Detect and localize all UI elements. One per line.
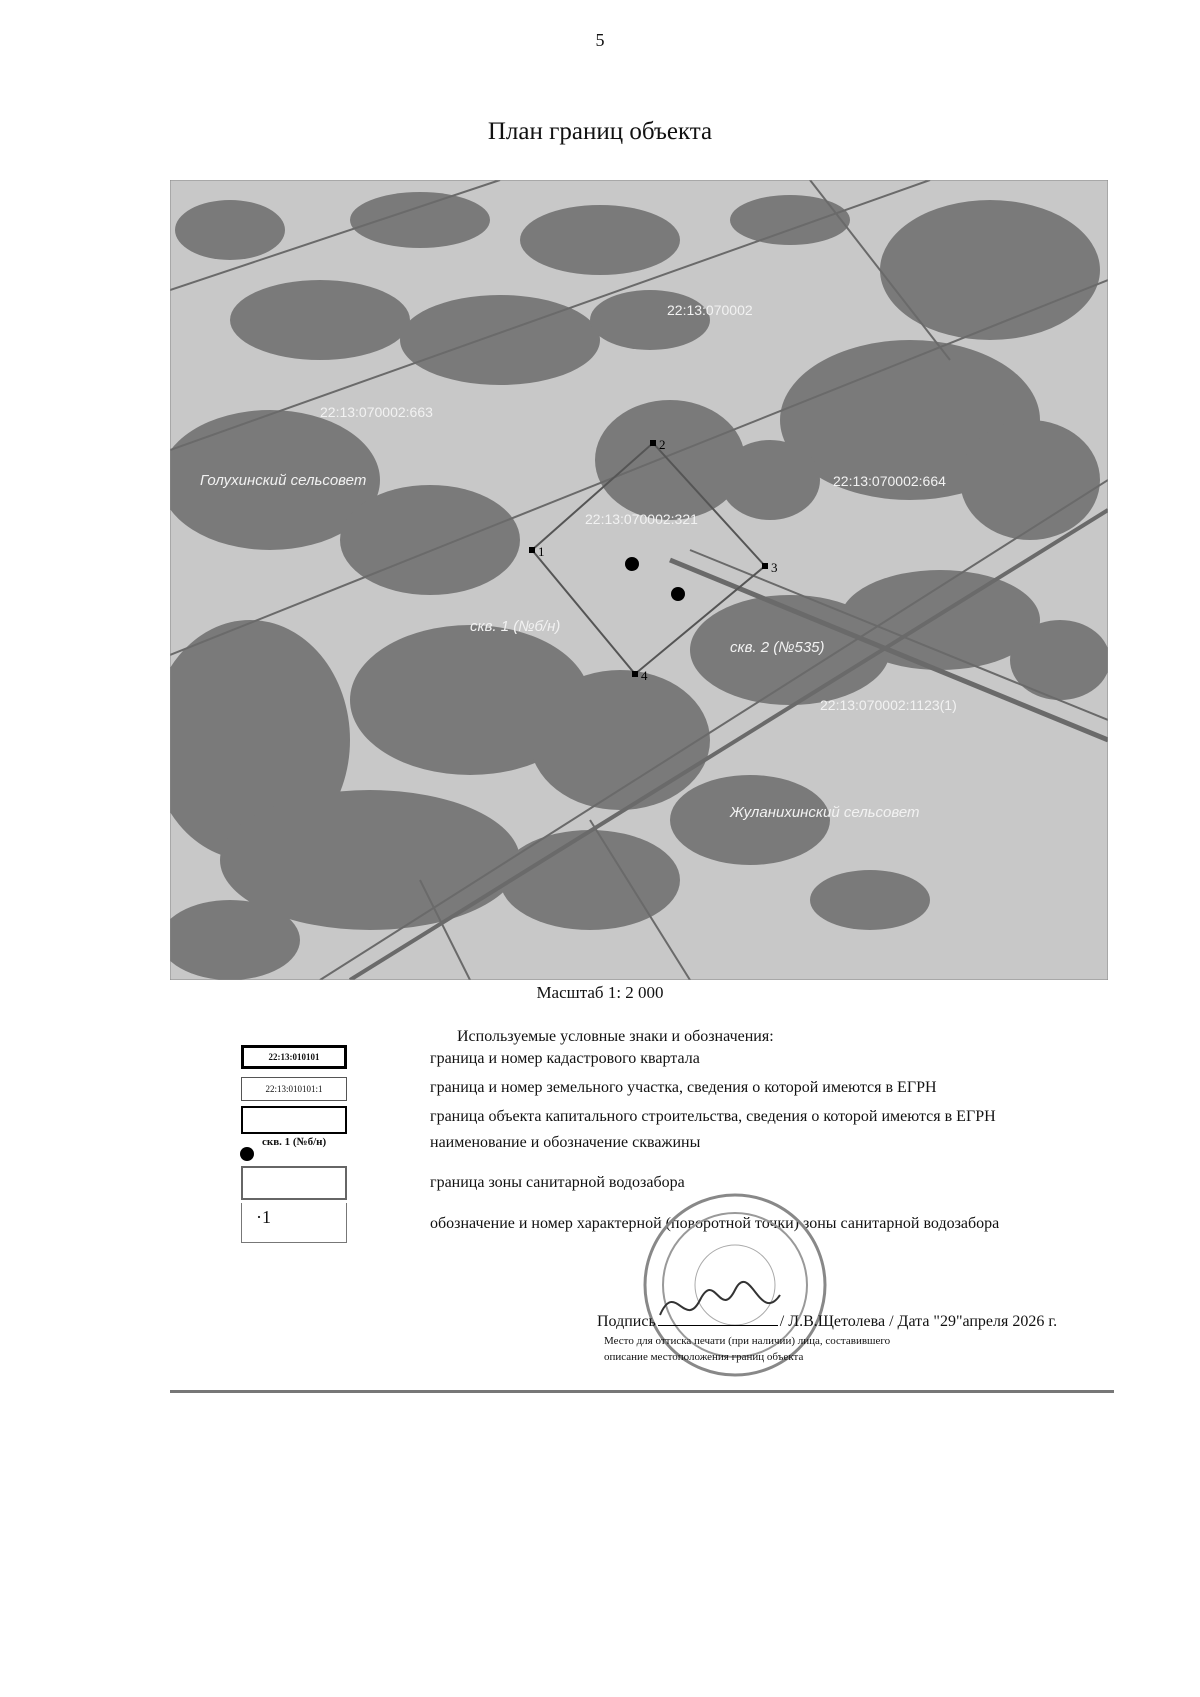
turning-point-4 [632,671,638,677]
plan-title: План границ объекта [487,118,713,145]
legend-symbol-building [241,1106,347,1134]
legend-symbol-parcel: 22:13:010101:1 [241,1077,347,1101]
signer-and-date: / Л.В.Щетолева / Дата "29"апреля 2026 г. [779,1313,1058,1330]
signature-line [597,1313,1057,1331]
well-1-marker [625,557,639,571]
legend-text-point: обозначение и номер характерной (поворотной точки) зоны санитарной водозабора [430,1215,1000,1232]
bottom-rule [170,1390,1114,1393]
legend-heading: Используемые условные знаки и обозначения: [457,1028,774,1045]
signature-label: Подпись [597,1313,656,1330]
label-selsovet-1: Голухинский сельсовет [200,472,367,489]
label-parcel-321: 22:13:070002:321 [585,511,698,527]
label-point-2: 2 [659,437,666,452]
label-selsovet-2: Жуланихинский сельсовет [730,804,920,821]
seal-note-line1: Место для оттиска печати (при наличии) лица, составившего [604,1335,891,1347]
legend-text-quarter: граница и номер кадастрового квартала [430,1050,700,1067]
legend-text-sanitary-zone: граница зоны санитарной водозабора [430,1174,685,1191]
label-parcel-1123: 22:13:070002:1123(1) [820,697,957,713]
turning-point-1 [529,547,535,553]
signature-blank [658,1325,778,1326]
turning-point-3 [762,563,768,569]
legend-text-parcel: граница и номер земельного участка, сведения о которой имеются в ЕГРН [430,1079,937,1096]
cadastral-map [170,180,1108,980]
legend-symbol-point: ·1 [241,1203,347,1243]
label-parcel-663: 22:13:070002:663 [320,404,433,420]
turning-point-2 [650,440,656,446]
legend-symbol-well: скв. 1 (№б/н) [262,1136,327,1148]
legend-text-well: наименование и обозначение скважины [430,1134,701,1151]
label-parcel-664: 22:13:070002:664 [833,473,946,489]
seal-note-line2: описание местоположения границ объекта [604,1351,804,1363]
legend-well-dot [240,1147,254,1161]
label-well-1: скв. 1 (№б/н) [470,618,561,635]
label-point-1: 1 [538,544,545,559]
map-scale: Масштаб 1: 2 000 [536,983,664,1002]
legend-symbol-quarter: 22:13:010101 [241,1045,347,1069]
well-2-marker [671,587,685,601]
page-number: 5 [595,30,605,50]
legend-text-building: граница объекта капитального строительства, сведения о которой имеются в ЕГРН [430,1108,996,1125]
legend-symbol-sanitary-zone [241,1166,347,1200]
label-quarter: 22:13:070002 [667,302,753,318]
label-well-2: скв. 2 (№535) [730,639,825,656]
label-point-4: 4 [641,668,648,683]
label-point-3: 3 [771,560,778,575]
